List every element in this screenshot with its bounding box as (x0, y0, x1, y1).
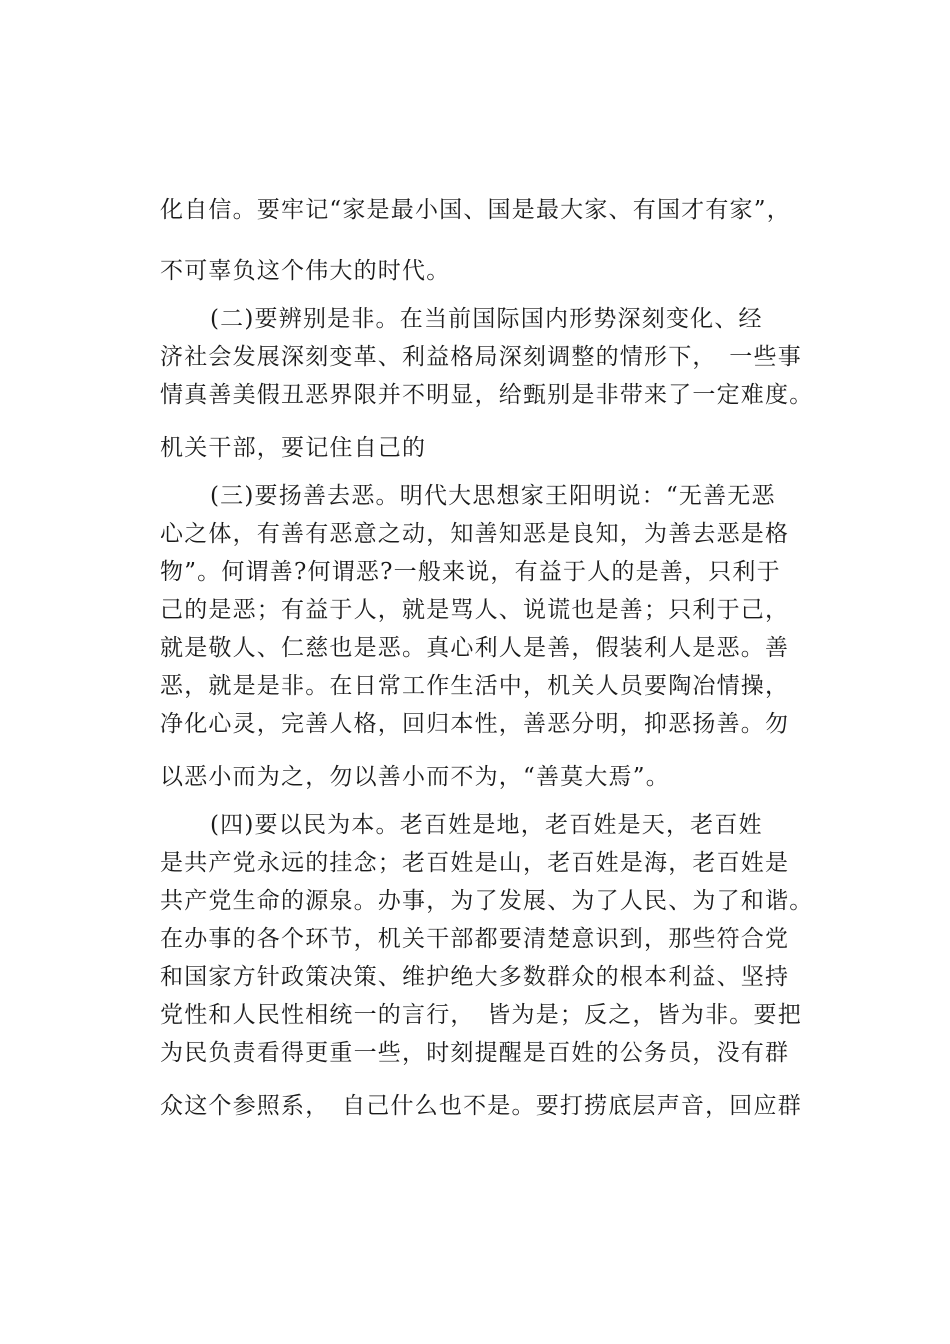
text-line-17: 共产党生命的源泉。办事，为了发展、为了人民、为了和谐。 (160, 888, 814, 914)
text-line-5: 情真善美假丑恶界限并不明显，给甄别是非带来了一定难度。 (160, 382, 814, 408)
text-line-6: 机关干部，要记住自己的 (160, 435, 427, 461)
paragraph-4-heading: (四)要以民为本。老百姓是地，老百姓是天，老百姓 (210, 812, 763, 838)
text-line-14: 以恶小而为之，勿以善小而不为，“善莫大焉”。 (160, 764, 670, 790)
text-line-20: 党性和人民性相统一的言行， 皆为是；反之，皆为非。要把 (160, 1002, 802, 1028)
text-line-18: 在办事的各个环节，机关干部都要清楚意识到，那些符合党 (160, 926, 790, 952)
text-line-10: 己的是恶；有益于人，就是骂人、说谎也是善；只利于己， (160, 597, 790, 623)
text-line-2: 不可辜负这个伟大的时代。 (160, 258, 451, 284)
paragraph-2-heading: (二)要辨别是非。在当前国际国内形势深刻变化、经 (210, 306, 763, 332)
text-line-16: 是共产党永远的挂念；老百姓是山，老百姓是海，老百姓是 (160, 850, 790, 876)
text-line-4: 济社会发展深刻变革、利益格局深刻调整的情形下， 一些事 (160, 344, 802, 370)
text-line-22: 众这个参照系， 自己什么也不是。要打捞底层声音，回应群 (160, 1093, 802, 1119)
text-line-19: 和国家方针政策决策、维护绝大多数群众的根本利益、坚持 (160, 964, 790, 990)
paragraph-3-heading: (三)要扬善去恶。明代大思想家王阳明说：“无善无恶 (210, 483, 776, 509)
text-line-12: 恶，就是是非。在日常工作生活中，机关人员要陶冶情操， (160, 673, 790, 699)
text-line-1: 化自信。要牢记“家是最小国、国是最大家、有国才有家”， (160, 197, 791, 223)
text-line-8: 心之体，有善有恶意之动，知善知恶是良知，为善去恶是格 (160, 521, 790, 547)
text-line-13: 净化心灵，完善人格，回归本性，善恶分明，抑恶扬善。勿 (160, 711, 790, 737)
text-line-21: 为民负责看得更重一些，时刻提醒是百姓的公务员，没有群 (160, 1040, 790, 1066)
text-line-11: 就是敬人、仁慈也是恶。真心利人是善，假装利人是恶。善 (160, 635, 790, 661)
text-line-9: 物”。何谓善?何谓恶?一般来说，有益于人的是善，只利于 (160, 559, 781, 585)
